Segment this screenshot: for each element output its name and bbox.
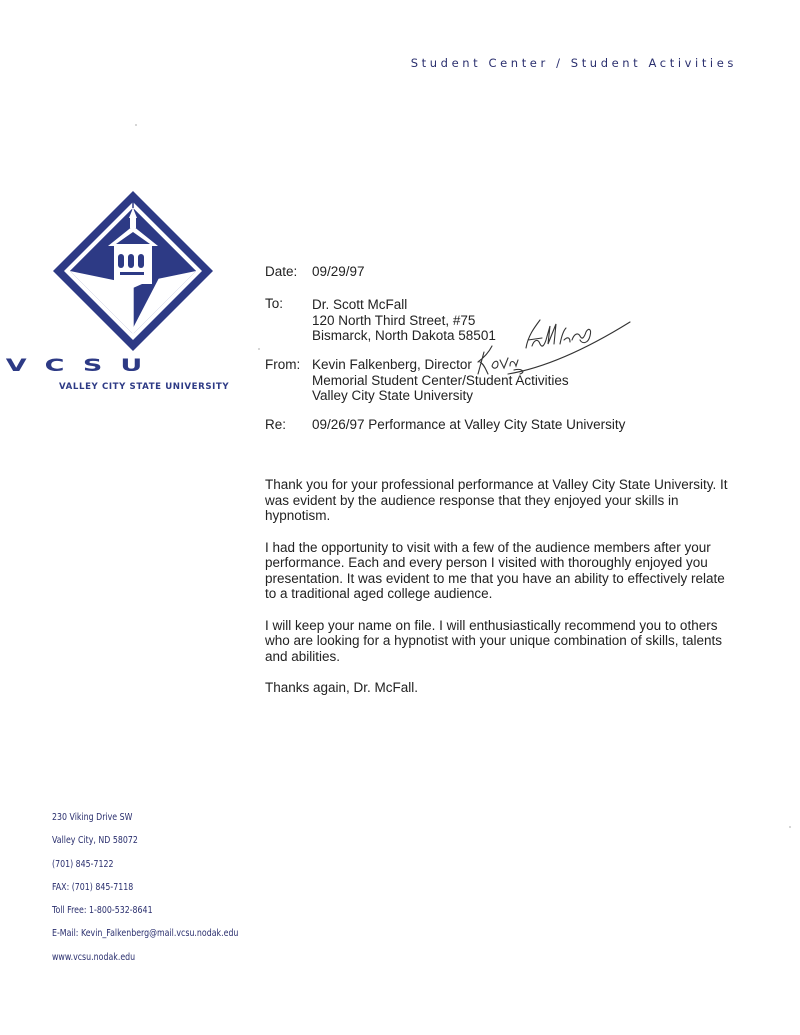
building-emblem-icon [50,188,216,358]
scan-speck [789,826,791,828]
footer-website: www.vcsu.nodak.edu [52,951,136,963]
scan-speck [135,124,137,126]
to-line: Bismarck, North Dakota 58501 [312,328,496,343]
paragraph: I will keep your name on file. I will enthusiastically recommend you to others who are looking for a hypnotist with your unique combination of skills, talents and abilities. [265,617,722,664]
paragraph: Thank you for your professional performance at Valley City State University. It was evident by the audience response that they enjoyed your skills in hypnotism. [265,477,728,523]
footer-address: 230 Viking Drive SW [52,812,133,823]
to-line: Dr. Scott McFall [312,297,408,312]
to-label: To: [265,296,284,311]
paragraph: I had the opportunity to visit with a few of the audience members after your performance. Each and every person I visited with thoroughly enjoyed you presentation. It was evident to me that you have an ability to effectively relate to a traditional aged college audience. [265,539,725,601]
from-line: Memorial Student Center/Student Activities [312,372,569,388]
from-label: From: [265,357,301,372]
contact-footer [52,812,238,975]
logo-letters: VCSU [5,356,161,376]
department-header: Student Center / Student Activities [410,56,737,70]
university-name: VALLEY CITY STATE UNIVERSITY [59,382,230,392]
handwritten-signature [462,300,637,380]
footer-fax: FAX: (701) 845-7118 [52,881,134,893]
date-value: 09/29/97 [312,264,365,279]
date-label: Date: [265,264,298,279]
footer-phone: (701) 845-7122 [52,858,114,870]
re-label: Re: [265,417,287,432]
footer-toll-free: Toll Free: 1-800-532-8641 [52,905,153,917]
paragraph: Thanks again, Dr. McFall. [265,680,419,695]
scan-speck [258,348,260,350]
footer-email: E-Mail: Kevin_Falkenberg@mail.vcsu.nodak.edu [52,928,239,940]
from-line: Valley City State University [312,388,474,403]
footer-city: Valley City, ND 58072 [52,835,138,847]
to-line: 120 North Third Street, #75 [312,312,476,328]
re-value: 09/26/97 Performance at Valley City State University [312,417,626,432]
from-line: Kevin Falkenberg, Director [312,357,472,372]
letter-body [265,477,735,712]
